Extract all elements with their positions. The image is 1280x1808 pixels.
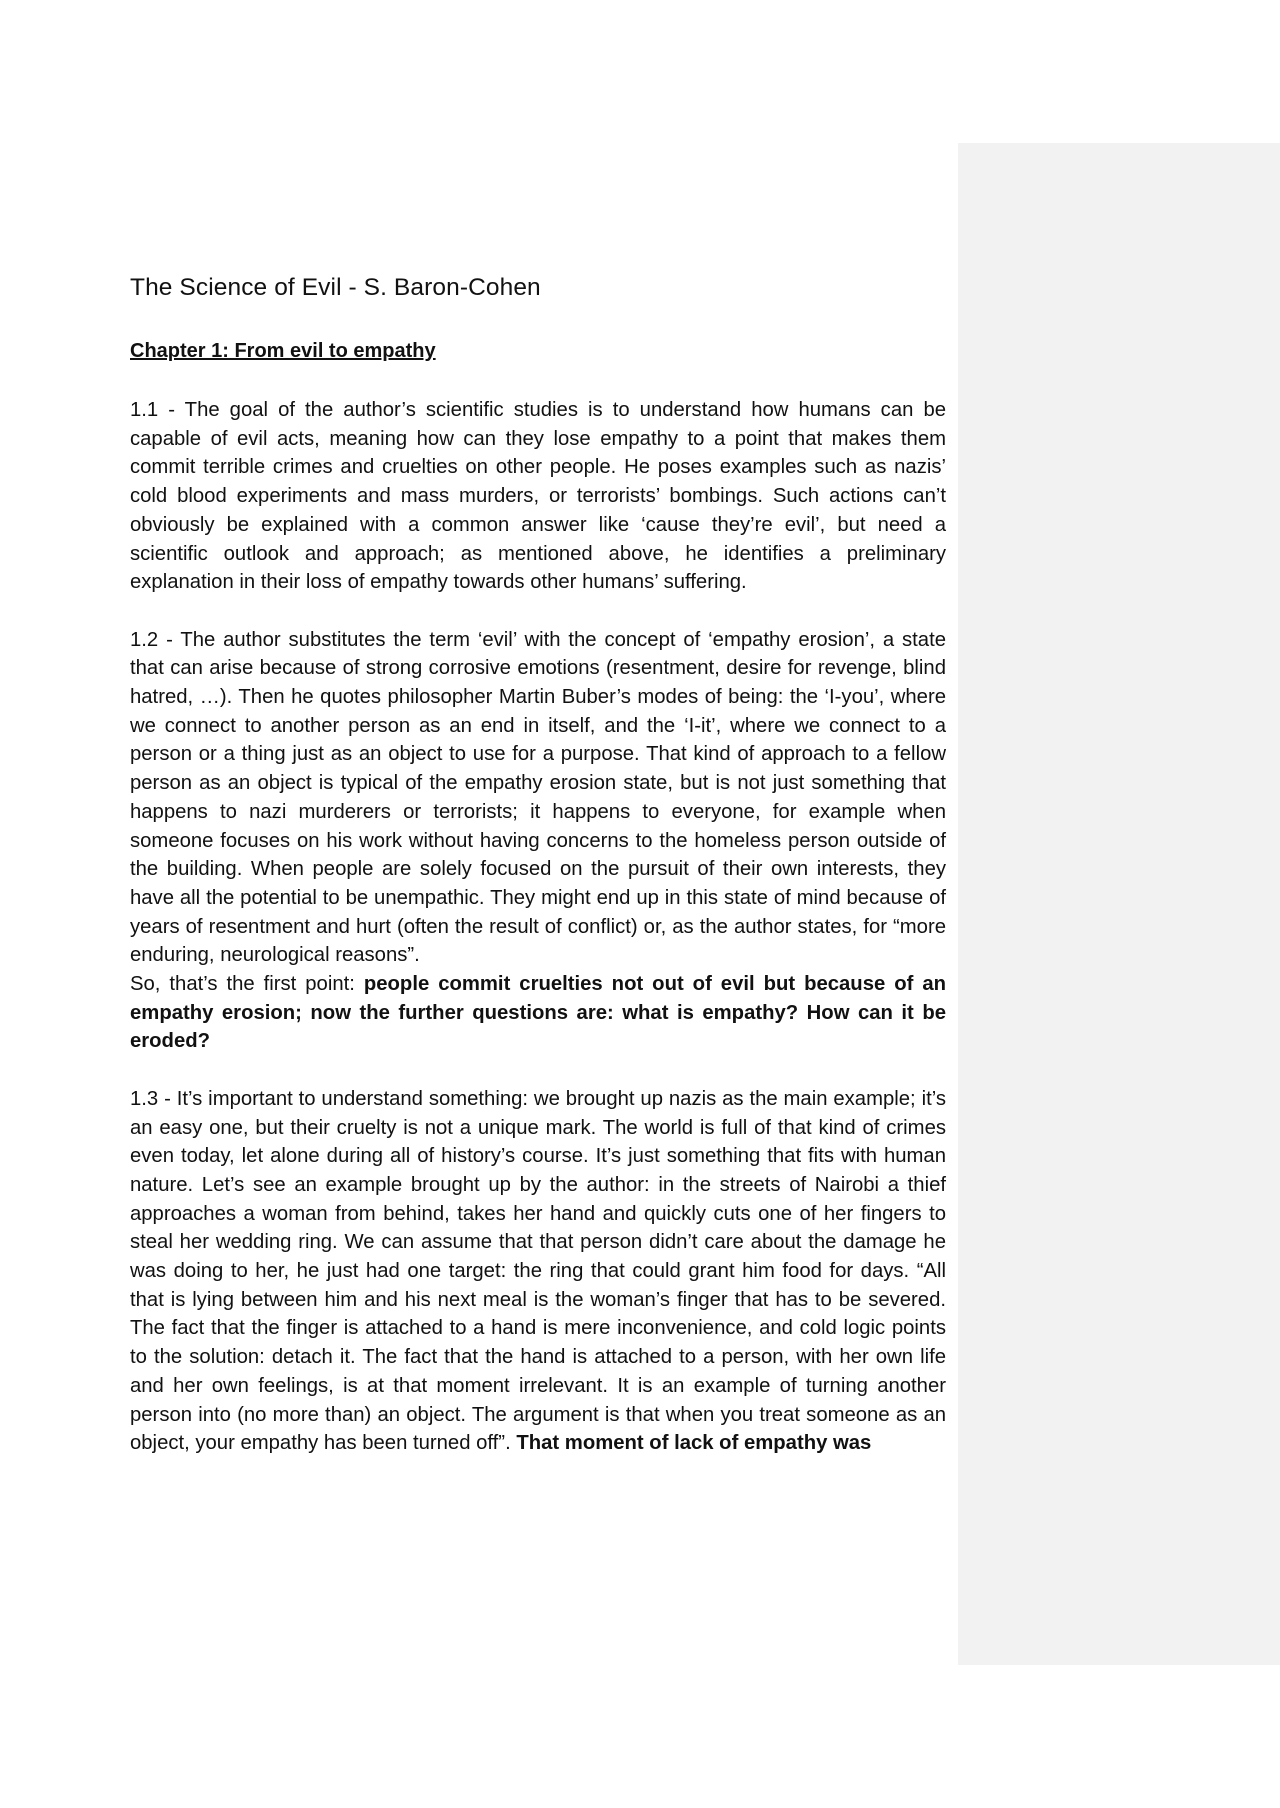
chapter-heading: Chapter 1: From evil to empathy [130,340,436,362]
paragraph-1-2-summary [130,970,946,1056]
document-title: The Science of Evil - S. Baron-Cohen [130,274,541,301]
summary-lead-text: So, that’s the first point: [130,973,364,996]
paragraph-1-2: 1.2 - The author substitutes the term ‘evil’ with the concept of ‘empathy erosion’, a state that can arise because of strong corrosive emotions (resentment, desire for revenge, blind hatred, …). Then he quotes philosopher Martin Buber’s modes of being: the ‘I-you’, where we connect to another person as an end in itself, and the ‘I-it’, where we connect to a person or a thing just as an object to use for a purpose. That kind of approach to a fellow person as an object is typical of the empathy erosion state, but is not just something that happens to nazi murderers or terrorists; it happens to everyone, for example when someone focuses on his work without having concerns to the homeless person outside of the building. When people are solely focused on the pursuit of their own interests, they have all the potential to be unempathic. They might end up in this state of mind because of years of resentment and hurt (often the result of conflict) or, as the author states, for “more enduring, neurological reasons”. [130,628,946,967]
summary-bold-text: people commit cruelties not out of evil but because of an empathy erosion; now the further questions are: what is empathy? How can it be eroded? [130,973,946,1053]
paragraph-1-3-text: 1.3 - It’s important to understand something: we brought up nazis as the main example; it’s an easy one, but their cruelty is not a unique mark. The world is full of that kind of crimes even today, let alone during all of history’s course. It’s just something that fits with human nature. Let’s see an example brought up by the author: in the streets of Nairobi a thief approaches a woman from behind, takes her hand and quickly cuts one of her fingers to steal her wedding ring. We can assume that that person didn’t care about the damage he was doing to her, he just had one target: the ring that could grant him food for days. “All that is lying between him and his next meal is the woman’s finger that has to be severed. The fact that the finger is attached to a hand is mere inconvenience, and cold logic points to the solution: detach it. The fact that the hand is attached to a person, with her own life and her own feelings, is at that moment irrelevant. It is an example of turning another person into (no more than) an object. The argument is that when you treat someone as an object, your empathy has been turned off”. [130,1087,946,1455]
document-body [130,268,946,1487]
paragraph-1-3 [130,1085,946,1458]
comment-margin-panel [958,143,1280,1665]
paragraph-1-1: 1.1 - The goal of the author’s scientific studies is to understand how humans can be capable of evil acts, meaning how can they lose empathy to a point that makes them commit terrible crimes and cruelties on other people. He poses examples such as nazis’ cold blood experiments and mass murders, or terrorists’ bombings. Such actions can’t obviously be explained with a common answer like ‘cause they’re evil’, but need a scientific outlook and approach; as mentioned above, he identifies a preliminary explanation in their loss of empathy towards other humans’ suffering. [130,399,946,594]
paragraph-1-3-bold-tail: That moment of lack of empathy was [516,1432,872,1455]
